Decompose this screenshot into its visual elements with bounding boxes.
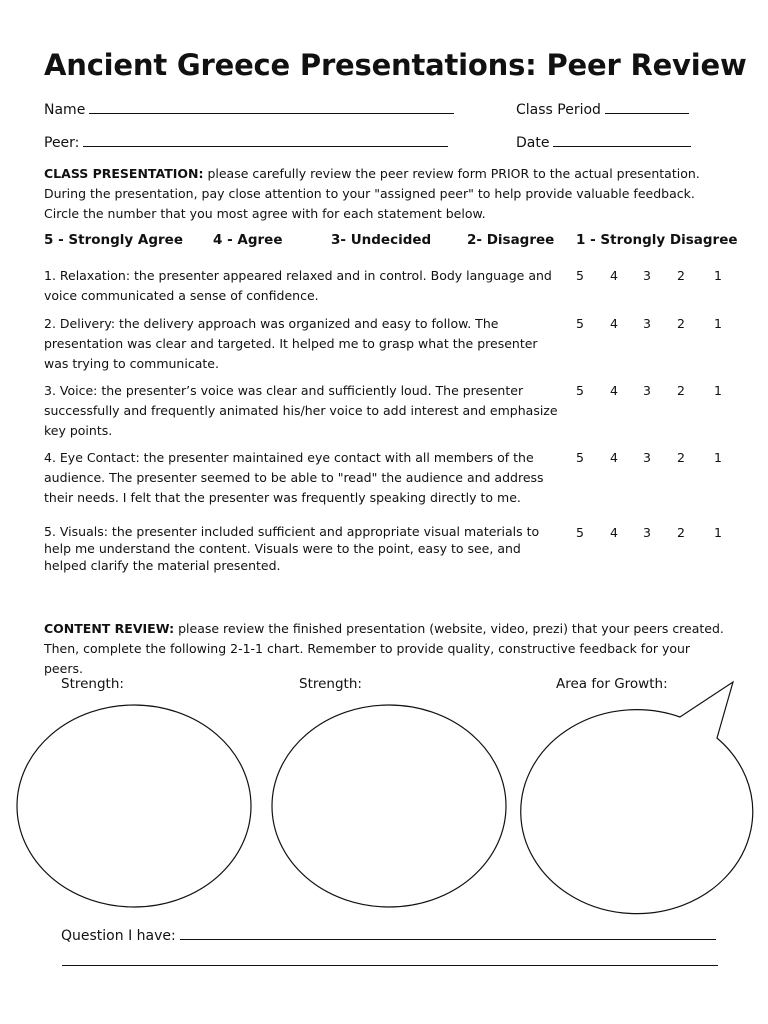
statement-visuals: 5. Visuals: the presenter included sufficient and appropriate visual materials to help me understand the content. Visuals were to the point, easy to see, and helped clarify the material presented. bbox=[44, 524, 540, 573]
rating-3[interactable]: 3 bbox=[643, 383, 651, 398]
statement-voice: 3. Voice: the presenter’s voice was clear and sufficiently loud. The presenter successfully and frequently animated his/her voice to add interest and emphasize key points. bbox=[44, 383, 558, 438]
question-field[interactable] bbox=[61, 925, 716, 944]
growth-label: Area for Growth: bbox=[556, 676, 668, 692]
rating-2[interactable]: 2 bbox=[677, 316, 685, 331]
rating-1[interactable]: 1 bbox=[714, 450, 722, 465]
rating-5[interactable]: 5 bbox=[576, 316, 584, 331]
rating-1[interactable]: 1 bbox=[714, 268, 722, 283]
rating-3[interactable]: 3 bbox=[643, 268, 651, 283]
scale-disagree: 2- Disagree bbox=[467, 232, 555, 248]
rating-3[interactable]: 3 bbox=[643, 450, 651, 465]
scale-undecided: 3- Undecided bbox=[331, 232, 432, 248]
peer-label: Peer: bbox=[44, 135, 80, 151]
rating-5[interactable]: 5 bbox=[576, 383, 584, 398]
scale-strongly-disagree: 1 - Strongly Disagree bbox=[576, 232, 738, 248]
strength-oval-1[interactable] bbox=[17, 705, 251, 907]
rating-5[interactable]: 5 bbox=[576, 525, 584, 540]
rating-1[interactable]: 1 bbox=[714, 316, 722, 331]
question-line-2[interactable] bbox=[62, 965, 718, 966]
rating-5[interactable]: 5 bbox=[576, 268, 584, 283]
rating-5[interactable]: 5 bbox=[576, 450, 584, 465]
scale-agree: 4 - Agree bbox=[213, 232, 283, 248]
class-presentation-text: please carefully review the peer review form PRIOR to the actual presentation. During the presentation, pay close attention to your "assigned peer" to help provide valuable feedback. Circle the number that you most agree with for each statement below. bbox=[44, 166, 700, 221]
rating-4[interactable]: 4 bbox=[610, 525, 618, 540]
strength-label-1: Strength: bbox=[61, 676, 124, 692]
rating-4[interactable]: 4 bbox=[610, 316, 618, 331]
question-line-1[interactable] bbox=[180, 925, 716, 940]
class-presentation-heading: CLASS PRESENTATION: bbox=[44, 166, 204, 181]
rating-4[interactable]: 4 bbox=[610, 383, 618, 398]
scale-strongly-agree: 5 - Strongly Agree bbox=[44, 232, 183, 248]
statement-eye-contact: 4. Eye Contact: the presenter maintained eye contact with all members of the audience. The presenter seemed to be able to "read" the audience and address their needs. I felt that the presenter was frequently speaking directly to me. bbox=[44, 450, 544, 505]
strength-oval-2[interactable] bbox=[272, 705, 506, 907]
statement-delivery: 2. Delivery: the delivery approach was organized and easy to follow. The presentation was clear and targeted. It helped me to grasp what the presenter was trying to communicate. bbox=[44, 316, 538, 371]
rating-2[interactable]: 2 bbox=[677, 383, 685, 398]
page-title: Ancient Greece Presentations: Peer Review bbox=[44, 48, 747, 82]
name-label: Name bbox=[44, 102, 86, 118]
rating-2[interactable]: 2 bbox=[677, 450, 685, 465]
rating-3[interactable]: 3 bbox=[643, 316, 651, 331]
rating-4[interactable]: 4 bbox=[610, 450, 618, 465]
statement-relaxation: 1. Relaxation: the presenter appeared relaxed and in control. Body language and voice communicated a sense of confidence. bbox=[44, 268, 552, 303]
content-review-text: please review the finished presentation (website, video, prezi) that your peers created. Then, complete the following 2-1-1 chart. Remember to provide quality, constructive feedback for your peers. bbox=[44, 621, 724, 676]
question-label: Question I have: bbox=[61, 928, 176, 944]
strength-label-2: Strength: bbox=[299, 676, 362, 692]
date-label: Date bbox=[516, 135, 550, 151]
rating-1[interactable]: 1 bbox=[714, 383, 722, 398]
rating-2[interactable]: 2 bbox=[677, 268, 685, 283]
rating-1[interactable]: 1 bbox=[714, 525, 722, 540]
rating-3[interactable]: 3 bbox=[643, 525, 651, 540]
growth-speech-bubble[interactable] bbox=[521, 682, 753, 914]
content-review-heading: CONTENT REVIEW: bbox=[44, 621, 175, 636]
class-period-label: Class Period bbox=[516, 102, 601, 118]
rating-4[interactable]: 4 bbox=[610, 268, 618, 283]
rating-2[interactable]: 2 bbox=[677, 525, 685, 540]
